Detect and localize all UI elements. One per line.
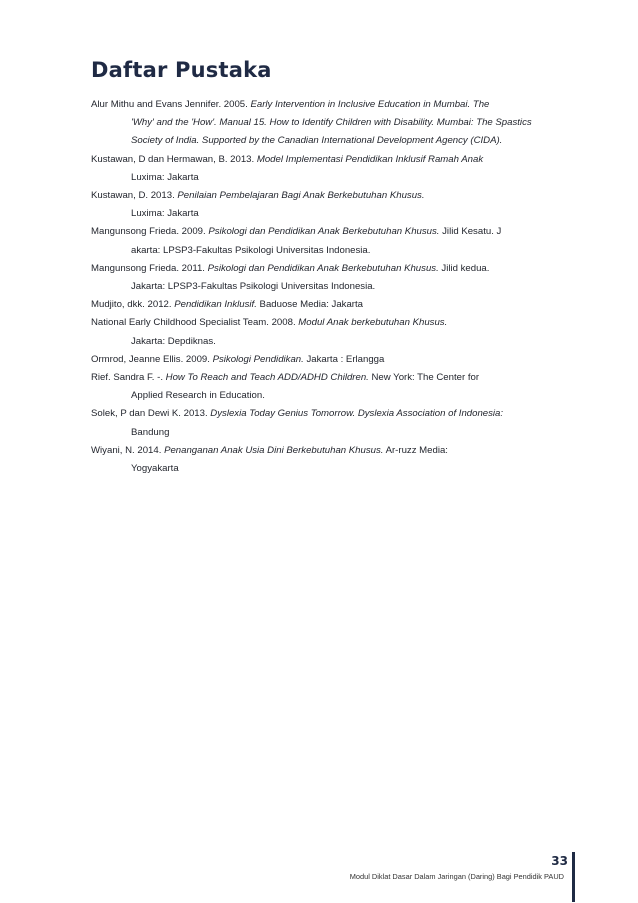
reference-text: akarta: LPSP3-Fakultas Psikologi Universitas Indonesia. (131, 244, 371, 256)
reference-text: Jakarta: Depdiknas. (131, 335, 216, 347)
reference-continuation-line (91, 205, 581, 223)
reference-text: Jilid Kesatu. J (439, 226, 502, 238)
reference-line (91, 151, 581, 169)
reference-text: Jakarta: LPSP3-Fakultas Psikologi Universitas Indonesia. (131, 281, 376, 293)
reference-title-text: Pendidikan Inklusif. (174, 299, 257, 311)
reference-entry (91, 405, 581, 441)
reference-title-text: Psikologi Pendidikan. (212, 353, 304, 365)
reference-text: Applied Research in Education. (131, 390, 265, 402)
reference-entry (91, 223, 581, 259)
reference-text: Mangunsong Frieda. 2009. (91, 226, 209, 238)
reference-text: Kustawan, D dan Hermawan, B. 2013. (91, 153, 257, 165)
reference-text: Baduose Media: Jakarta (256, 299, 364, 311)
reference-entry (91, 369, 581, 405)
reference-continuation-line (91, 278, 581, 296)
reference-text: Rief. Sandra F. -. (91, 372, 166, 384)
reference-title-text: How To Reach and Teach ADD/ADHD Children. (165, 372, 369, 384)
reference-line (91, 187, 581, 205)
reference-text: Kustawan, D. 2013. (91, 190, 178, 202)
reference-text: New York: The Center for (368, 372, 480, 384)
reference-entry (91, 260, 581, 296)
reference-text: Ar-ruzz Media: (383, 444, 448, 456)
reference-title-text: Early Intervention in Inclusive Education in Mumbai. The (250, 99, 490, 110)
reference-text: Jakarta : Erlangga (303, 353, 385, 365)
reference-continuation-line (91, 387, 581, 405)
reference-continuation-line (91, 114, 581, 132)
reference-continuation-line (91, 333, 581, 351)
reference-text: Luxima: Jakarta (131, 208, 199, 220)
page-number: 33 (551, 854, 568, 868)
reference-title-text: Society of India. Supported by the Canadian International Development Agency (CIDA). (131, 135, 503, 147)
reference-title-text: Psikologi dan Pendidikan Anak Berkebutuhan Khusus. (208, 226, 440, 238)
reference-text: Luxima: Jakarta (131, 171, 199, 183)
reference-line (91, 223, 581, 241)
reference-line (91, 96, 581, 114)
reference-title-text: Modul Anak berkebutuhan Khusus. (298, 317, 448, 329)
reference-continuation-line (91, 242, 581, 260)
reference-text: Alur Mithu and Evans Jennifer. 2005. (91, 99, 251, 110)
reference-line (91, 314, 581, 332)
reference-line (91, 405, 581, 423)
reference-list (91, 96, 581, 478)
reference-text: Wiyani, N. 2014. (91, 444, 165, 456)
reference-entry (91, 151, 581, 187)
reference-entry (91, 296, 581, 314)
reference-text: Bandung (131, 426, 170, 438)
reference-continuation-line (91, 424, 581, 442)
reference-text: Jilid kedua. (438, 262, 490, 274)
footer-text: Modul Diklat Dasar Dalam Jaringan (Daring) Bagi Pendidik PAUD (349, 872, 564, 881)
reference-text: Solek, P dan Dewi K. 2013. (91, 408, 211, 420)
page-title: Daftar Pustaka (91, 58, 272, 82)
reference-entry (91, 314, 581, 350)
reference-text: Yogyakarta (131, 463, 179, 475)
reference-line (91, 296, 581, 314)
reference-continuation-line (91, 169, 581, 187)
reference-entry (91, 351, 581, 369)
reference-entry (91, 442, 581, 478)
reference-title-text: Penilaian Pembelajaran Bagi Anak Berkebutuhan Khusus. (177, 190, 425, 202)
reference-text: National Early Childhood Specialist Team. 2008. (91, 317, 299, 329)
reference-entry (91, 187, 581, 223)
reference-text: Mangunsong Frieda. 2011. (91, 262, 208, 274)
reference-line (91, 351, 581, 369)
reference-line (91, 260, 581, 278)
reference-line (91, 442, 581, 460)
reference-title-text: Penanganan Anak Usia Dini Berkebutuhan Khusus. (164, 444, 384, 456)
reference-title-text: 'Why' and the 'How'. Manual 15. How to Identify Children with Disability. Mumbai: The Spastics (131, 117, 532, 129)
footer-divider (572, 852, 575, 902)
reference-text: Ormrod, Jeanne Ellis. 2009. (91, 353, 213, 365)
reference-title-text: Psikologi dan Pendidikan Anak Berkebutuhan Khusus. (207, 262, 439, 274)
reference-entry (91, 96, 581, 151)
reference-title-text: Model Implementasi Pendidikan Inklusif Ramah Anak (256, 153, 484, 165)
reference-line (91, 369, 581, 387)
reference-continuation-line (91, 460, 581, 478)
reference-continuation-line (91, 132, 581, 150)
reference-text: Mudjito, dkk. 2012. (91, 299, 175, 311)
reference-title-text: Dyslexia Today Genius Tomorrow. Dyslexia Association of Indonesia: (210, 408, 504, 420)
